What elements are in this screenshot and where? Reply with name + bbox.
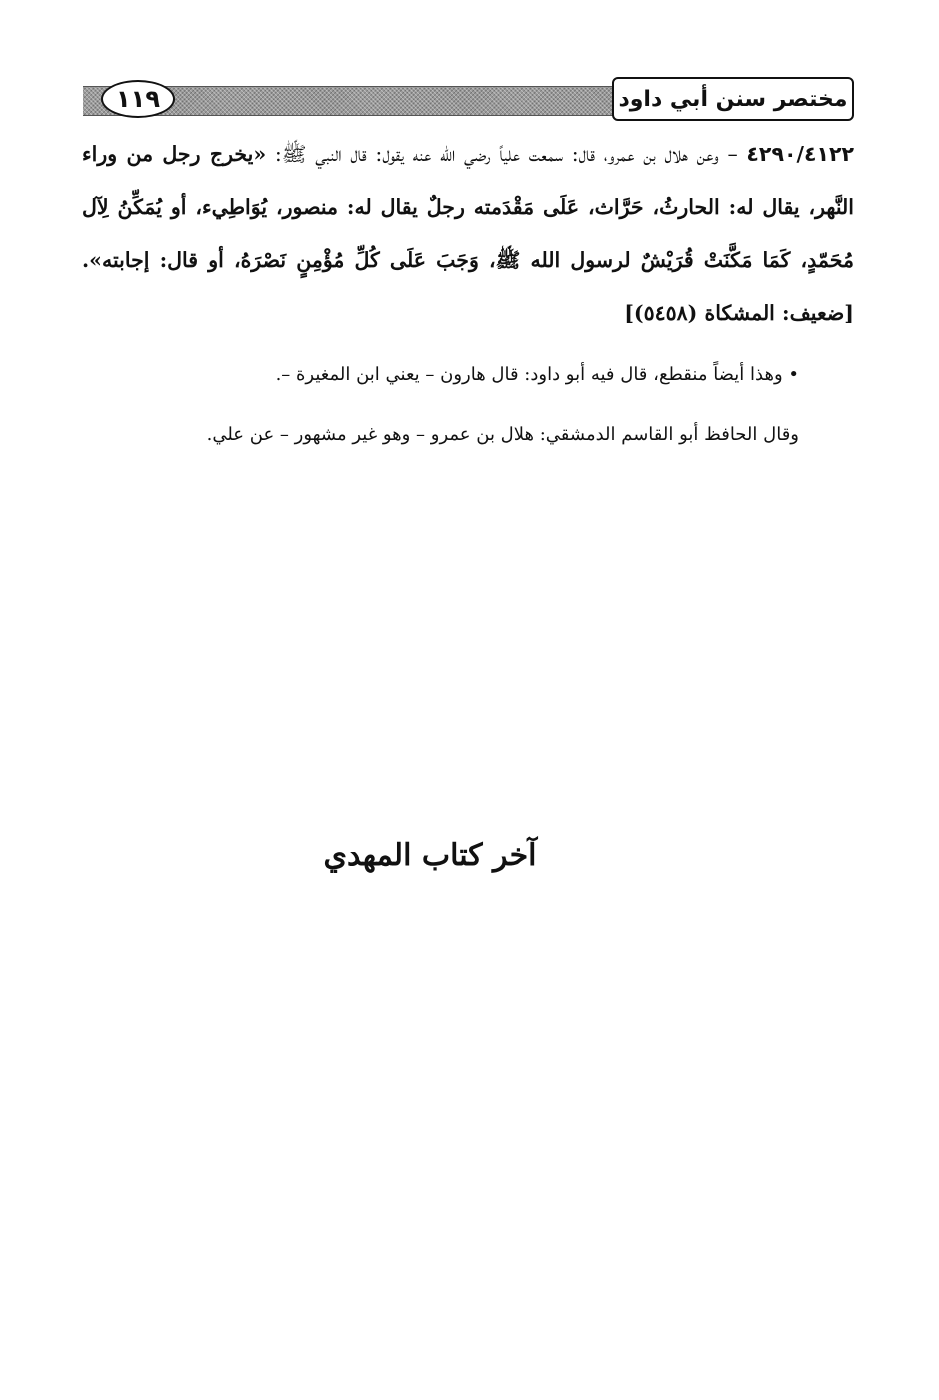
book-title-box (612, 77, 854, 121)
hadith-text: «يخرج رجل من وراء النَّهر، يقال له: الحارثُ، حَرَّاث، عَلَى مَقْدَمته رجلٌ يقال له: منصور، يُوَاطِيء، أو يُمَكِّنُ لِآل مُحَمّدٍ، كَمَا مَكَّنَتْ قُرَيْشٌ لرسول الله ﷺ، وَجَبَ عَلَى كُلِّ مُؤْمِنٍ نَصْرَهُ، أو قال: إجابته». [ضعيف: المشكاة (٥٤٥٨)] (82, 142, 854, 325)
hadith-paragraph (82, 128, 854, 340)
chapter-end-title: آخر كتاب المهدي (323, 838, 537, 873)
commentary-note-2: وقال الحافظ أبو القاسم الدمشقي: هلال بن عمرو – وهو غير مشهور – عن علي. (206, 424, 799, 445)
page-number-text: ١١٩ (116, 85, 160, 113)
book-title: مختصر سنن أبي داود (618, 86, 848, 112)
page-number (101, 80, 175, 118)
hadith-intro: – وعن هلال بن عمرو، قال: سمعت علياً رضي الله عنه يقول: قال النبي ﷺ: (266, 142, 747, 166)
commentary-note-1: • وهذا أيضاً منقطع، قال فيه أبو داود: قال هارون – يعني ابن المغيرة –. (275, 364, 799, 385)
hadith-number: ٤٢٩٠/٤١٢٢ (746, 142, 855, 166)
